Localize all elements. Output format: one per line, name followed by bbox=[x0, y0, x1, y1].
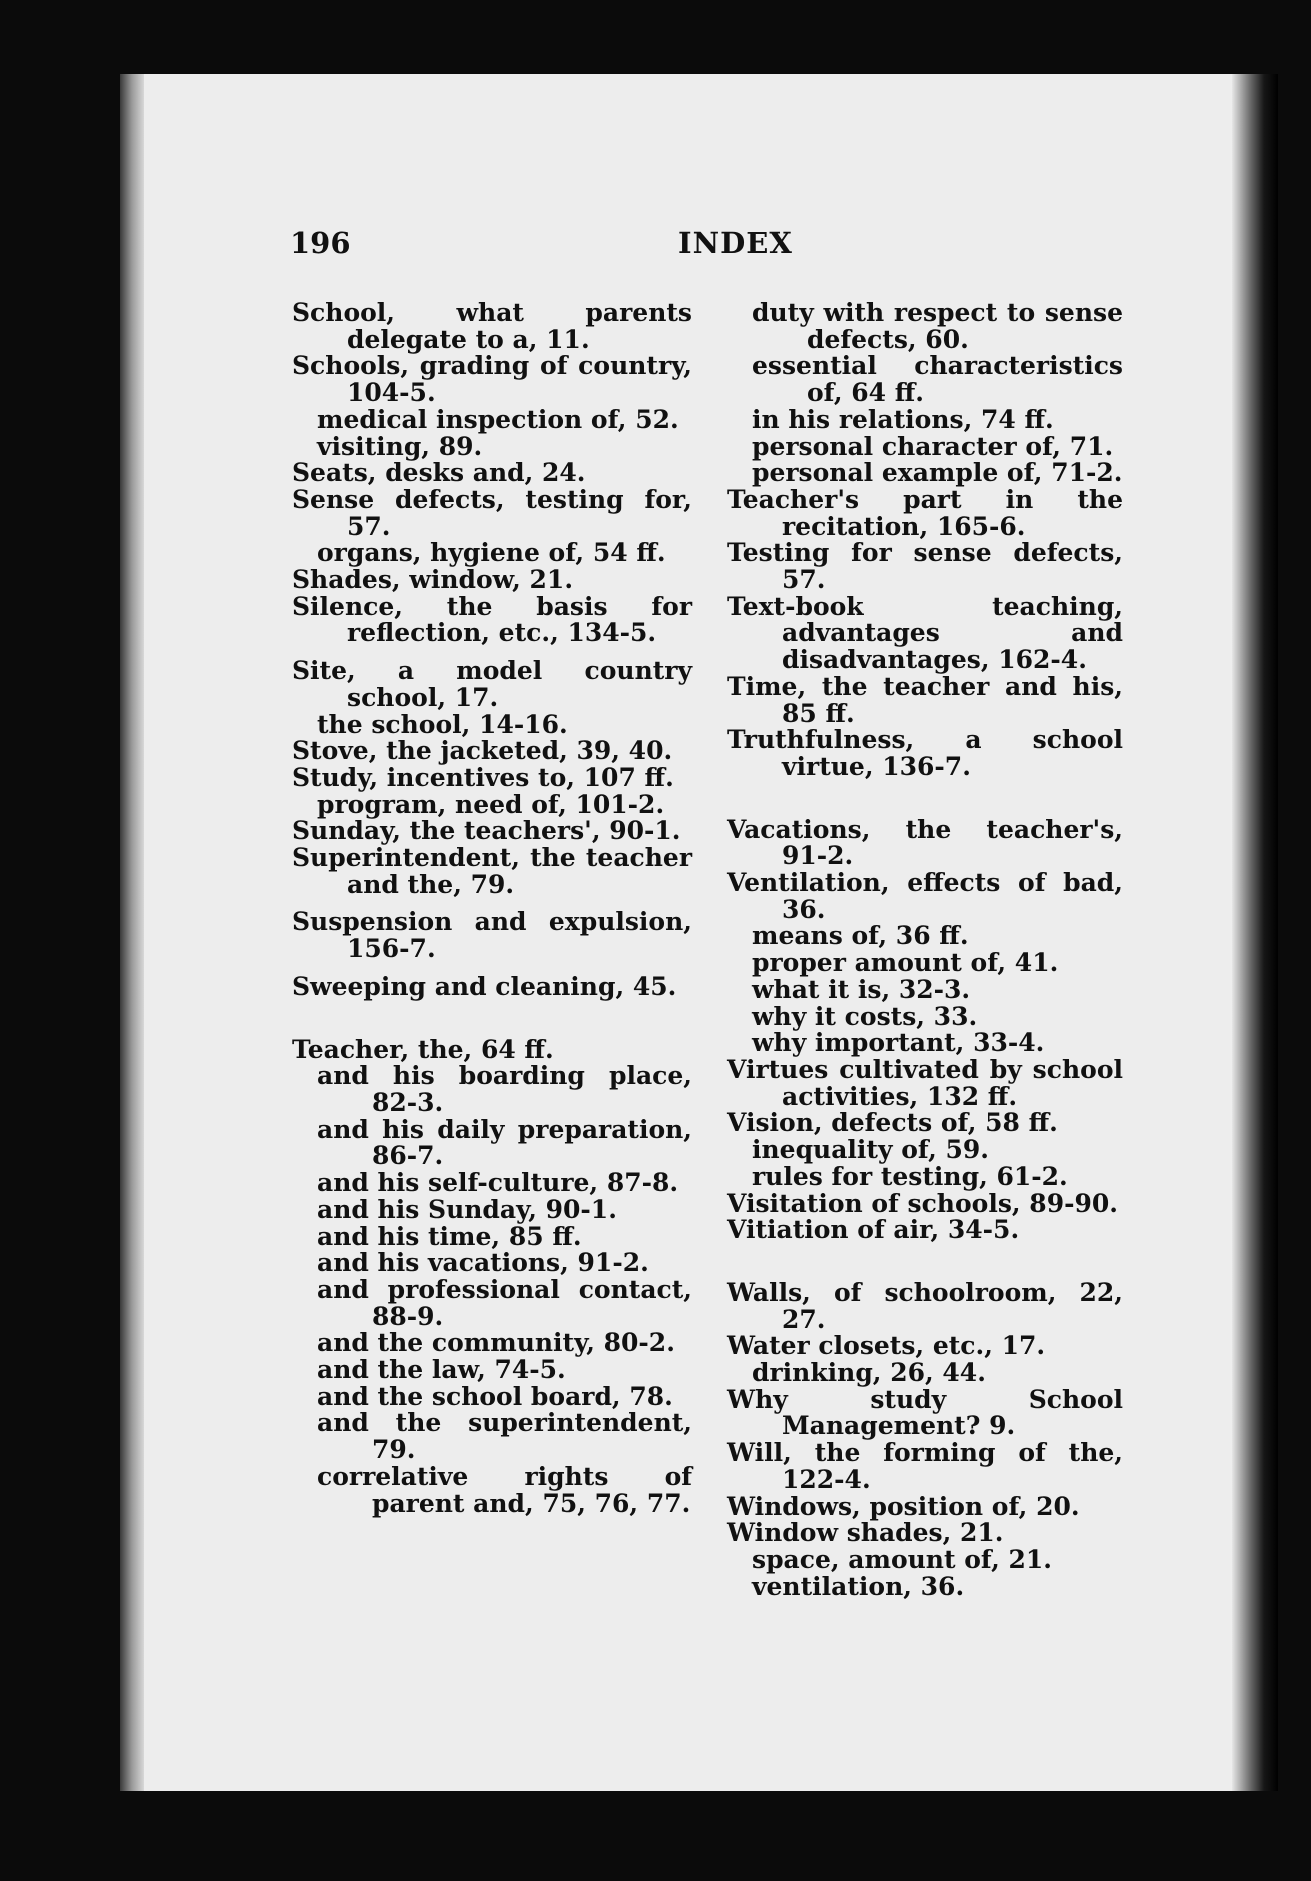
page-number: 196 bbox=[290, 226, 351, 260]
index-subentry: proper amount of, 41. bbox=[752, 948, 1059, 978]
index-entry: Sweeping and cleaning, 45. bbox=[292, 971, 677, 1001]
index-entry: Virtues cultivated by school activities, 132 ff. bbox=[727, 1054, 1123, 1111]
index-entry: Will, the forming of the, 122-4. bbox=[727, 1438, 1123, 1494]
index-subentry: duty with respect to sense defects, 60. bbox=[752, 298, 1123, 354]
index-entry: Teacher, the, 64 ff. bbox=[292, 1034, 554, 1064]
page-edge-shadow bbox=[1232, 74, 1278, 1791]
index-subentry: why it costs, 33. bbox=[752, 1001, 978, 1031]
book-gutter-shadow bbox=[120, 74, 144, 1791]
index-entry: Truthfulness, a school virtue, 136-7. bbox=[727, 725, 1123, 781]
index-entry: Vision, defects of, 58 ff. bbox=[727, 1108, 1058, 1138]
index-subentry: and the law, 74-5. bbox=[317, 1355, 566, 1385]
index-column-right bbox=[727, 300, 1123, 1600]
index-subentry: and professional contact, 88-9. bbox=[317, 1274, 692, 1331]
index-entry: Silence, the basis for reflection, etc., 134-5. bbox=[292, 591, 692, 648]
index-entry: Vitiation of air, 34-5. bbox=[727, 1215, 1020, 1245]
index-column-left bbox=[292, 300, 692, 1517]
index-subentry: and his daily preparation, 86-7. bbox=[317, 1114, 692, 1171]
index-entry: Superintendent, the teacher and the, 79. bbox=[292, 843, 692, 899]
running-head bbox=[290, 226, 793, 266]
index-subentry: the school, 14-16. bbox=[317, 709, 568, 739]
index-entry: Schools, grading of country, 104-5. bbox=[292, 351, 692, 408]
index-subentry: drinking, 26, 44. bbox=[752, 1358, 986, 1388]
index-subentry: ventilation, 36. bbox=[752, 1571, 965, 1601]
index-subentry: and his time, 85 ff. bbox=[317, 1221, 582, 1251]
index-subentry: and the school board, 78. bbox=[317, 1381, 673, 1411]
index-entry: Site, a model country school, 17. bbox=[292, 656, 692, 712]
index-entry: Water closets, etc., 17. bbox=[727, 1331, 1046, 1361]
index-entry: Windows, position of, 20. bbox=[727, 1491, 1080, 1521]
index-entry: School, what parents delegate to a, 11. bbox=[292, 298, 692, 354]
index-entry: Shades, window, 21. bbox=[292, 565, 574, 595]
index-entry: Time, the teacher and his, 85 ff. bbox=[727, 671, 1123, 728]
index-subentry: in his relations, 74 ff. bbox=[752, 404, 1054, 434]
index-entry: Window shades, 21. bbox=[727, 1518, 1004, 1548]
index-subentry: inequality of, 59. bbox=[752, 1135, 989, 1165]
index-entry: Vacations, the teacher's, 91-2. bbox=[727, 814, 1123, 871]
index-subentry: and his boarding place, 82-3. bbox=[317, 1061, 692, 1117]
index-subentry: and his Sunday, 90-1. bbox=[317, 1194, 617, 1224]
index-subentry: medical inspection of, 52. bbox=[317, 404, 679, 434]
index-entry: Stove, the jacketed, 39, 40. bbox=[292, 736, 673, 766]
index-subentry: program, need of, 101-2. bbox=[317, 789, 665, 819]
index-entry: Seats, desks and, 24. bbox=[292, 458, 586, 488]
index-entry: Why study School Management? 9. bbox=[727, 1384, 1123, 1441]
index-entry: Ventilation, effects of bad, 36. bbox=[727, 868, 1123, 924]
index-subentry: rules for testing, 61-2. bbox=[752, 1161, 1068, 1191]
index-subentry: essential characteristics of, 64 ff. bbox=[752, 351, 1123, 408]
page-title: INDEX bbox=[678, 226, 793, 260]
index-subentry: personal example of, 71-2. bbox=[752, 458, 1123, 488]
index-entry: Text-book teaching, advantages and disadvantages, 162-4. bbox=[727, 591, 1123, 675]
index-subentry: what it is, 32-3. bbox=[752, 974, 971, 1004]
index-subentry: visiting, 89. bbox=[317, 431, 483, 461]
index-subentry: and the superintendent, 79. bbox=[317, 1408, 692, 1465]
index-subentry: means of, 36 ff. bbox=[752, 921, 969, 951]
index-entry: Testing for sense defects, 57. bbox=[727, 538, 1123, 595]
index-subentry: and the community, 80-2. bbox=[317, 1328, 675, 1358]
index-entry: Suspension and expulsion, 156-7. bbox=[292, 907, 692, 964]
index-subentry: why important, 33-4. bbox=[752, 1028, 1045, 1058]
index-entry: Walls, of schoolroom, 22, 27. bbox=[727, 1277, 1123, 1334]
index-entry: Sense defects, testing for, 57. bbox=[292, 484, 692, 541]
index-subentry: personal character of, 71. bbox=[752, 431, 1114, 461]
index-subentry: and his self-culture, 87-8. bbox=[317, 1168, 679, 1198]
index-entry: Sunday, the teachers', 90-1. bbox=[292, 816, 681, 846]
index-subentry: organs, hygiene of, 54 ff. bbox=[317, 538, 666, 568]
index-entry: Visitation of schools, 89-90. bbox=[727, 1188, 1118, 1218]
index-subentry: correlative rights of parent and, 75, 76, 77. bbox=[317, 1461, 692, 1518]
index-subentry: space, amount of, 21. bbox=[752, 1544, 1052, 1574]
index-entry: Study, incentives to, 107 ff. bbox=[292, 762, 674, 792]
index-subentry: and his vacations, 91-2. bbox=[317, 1248, 649, 1278]
index-entry: Teacher's part in the recitation, 165-6. bbox=[727, 484, 1123, 541]
